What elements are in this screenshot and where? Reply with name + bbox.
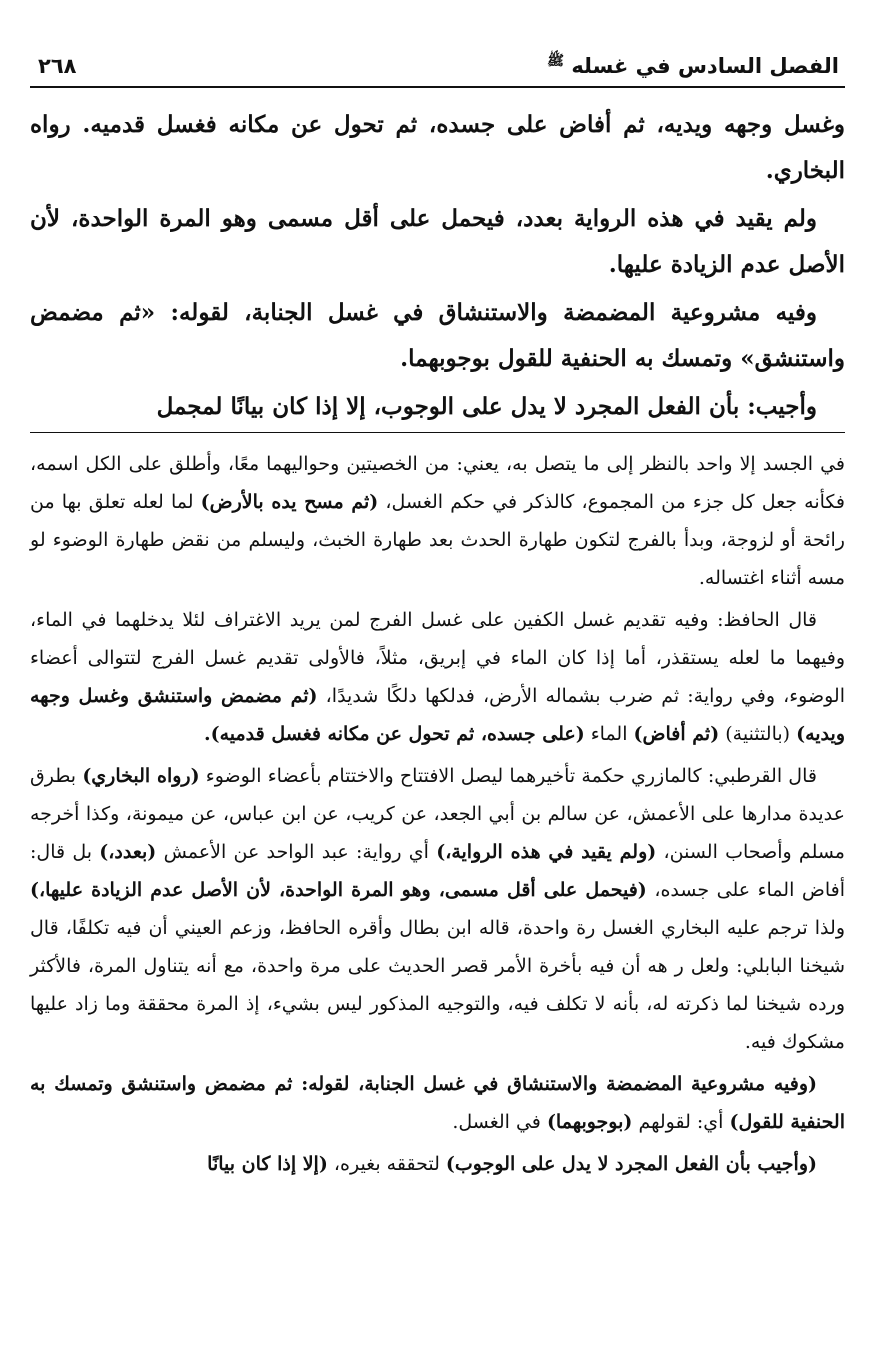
text-run: بطرق عديدة مدارها على الأعمش، عن سالم بن أبي الجعد، عن كريب، عن ابن عباس، عن ميمونة، وكذا أخرجه مسلم وأصحاب السنن،	[30, 765, 845, 863]
commentary-text	[30, 445, 845, 1183]
commentary-paragraph	[30, 601, 845, 753]
quoted-text: (وأجيب بأن الفعل المجرد لا يدل على الوجوب)	[445, 1153, 817, 1175]
quoted-text: (رواه البخاري)	[82, 765, 200, 787]
main-paragraph: ولم يقيد في هذه الرواية بعدد، فيحمل على أقل مسمى وهو المرة الواحدة، لأن الأصل عدم الزيادة عليها.	[30, 205, 845, 278]
text-run: في الغسل.	[452, 1111, 547, 1133]
quoted-text: (وفيه مشروعية المضمضة والاستنشاق في غسل الجنابة، لقوله: ثم مضمض واستنشق وتمسك به الحنفية للقول)	[30, 1073, 845, 1133]
running-header	[30, 52, 845, 84]
commentary-paragraph	[30, 1065, 845, 1141]
main-paragraph: وغسل وجهه ويديه، ثم أفاض على جسده، ثم تحول عن مكانه فغسل قدميه. رواه البخاري.	[30, 111, 845, 184]
commentary-paragraph	[30, 445, 845, 597]
commentary-divider	[30, 432, 845, 433]
quoted-text: (ثم مضمض واستنشق وغسل وجهه ويديه)	[30, 685, 845, 745]
quoted-text: (بعدد،)	[99, 841, 157, 863]
page-number: ٢٦٨	[38, 54, 77, 78]
commentary-paragraph	[30, 757, 845, 1061]
main-text	[30, 102, 845, 430]
text-run: لتحققه بغيره،	[327, 1153, 446, 1175]
header-rule	[30, 86, 845, 88]
book-page	[30, 52, 845, 1187]
quoted-text: (إلا إذا كان بيانًا	[207, 1153, 328, 1175]
quoted-text: (بوجوبهما)	[546, 1111, 633, 1133]
quoted-text: (فيحمل على أقل مسمى، وهو المرة الواحدة، لأن الأصل عدم الزيادة عليها،)	[30, 879, 647, 901]
text-run: أي: لقولهم	[632, 1111, 730, 1133]
quoted-text: (على جسده، ثم تحول عن مكانه فغسل قدميه).	[203, 723, 585, 745]
text-run: في الجسد إلا واحد بالنظر إلى ما يتصل به، يعني: من الخصيتين وحواليهما معًا، وأطلق على الكل اسمه، فكأنه جعل كل جزء من المجموع، كالذكر في حكم الغسل،	[30, 453, 845, 513]
quoted-text: (ثم أفاض)	[633, 723, 720, 745]
honorific-seal-icon: ﷺ	[547, 53, 564, 69]
text-run: قال القرطبي: كالمازري حكمة تأخيرهما ليصل الافتتاح والاختتام بأعضاء الوضوء	[199, 765, 817, 787]
text-run: لما لعله تعلق بها من رائحة أو لزوجة، وبدأ بالفرج لتكون طهارة الحدث بعد طهارة الخبث، وليسلم من نقض طهارة الوضوء لو مسه أثناء اغتساله.	[30, 491, 845, 589]
quoted-text: (ثم مسح يده بالأرض)	[200, 491, 379, 513]
text-run: أي رواية: عبد الواحد عن الأعمش	[156, 841, 437, 863]
text-run: (بالتثنية)	[719, 723, 797, 745]
text-run: ولذا ترجم عليه البخاري الغسل رة واحدة، قاله ابن بطال وأقره الحافظ، وزعم العيني أن فيه تكلفًا، قال شيخنا البابلي: ولعل ر هه أن فيه بأخرة الأمر قصر الحديث على مرة واحدة، مع أنه يتناول المرة، فالأكثر ورده شيخنا لما ذكرته له، بأنه لا تكلف فيه، والتوجيه المذكور ليس بشيء، إذ المرة محققة وما زاد عليها مشكوك فيه.	[30, 917, 845, 1053]
quoted-text: (ولم يقيد في هذه الرواية،)	[436, 841, 657, 863]
main-paragraph: وأجيب: بأن الفعل المجرد لا يدل على الوجوب، إلا إذا كان بيانًا لمجمل	[156, 393, 817, 420]
commentary-paragraph	[30, 1145, 845, 1183]
text-run: بل قال: أفاض الماء على جسده،	[30, 841, 845, 901]
chapter-title: الفصل السادس في غسله $^ﷺ$	[547, 53, 839, 78]
text-run: قال الحافظ: وفيه تقديم غسل الكفين على غسل الفرج لمن يريد الاغتراف لئلا يدخلهما في الماء، وفيهما ما لعله يستقذر، أما إذا كان الماء في إبريق، مثلاً، فالأولى تقديم غسل الفرج لتتوالى أعضاء الوضوء، وفي رواية: ثم ضرب بشماله الأرض، فدلكها دلكًا شديدًا،	[30, 609, 846, 707]
main-paragraph: وفيه مشروعية المضمضة والاستنشاق في غسل الجنابة، لقوله: «ثم مضمض واستنشق» وتمسك به الحنفية للقول بوجوبهما.	[30, 299, 845, 372]
text-run: الماء	[584, 723, 634, 745]
